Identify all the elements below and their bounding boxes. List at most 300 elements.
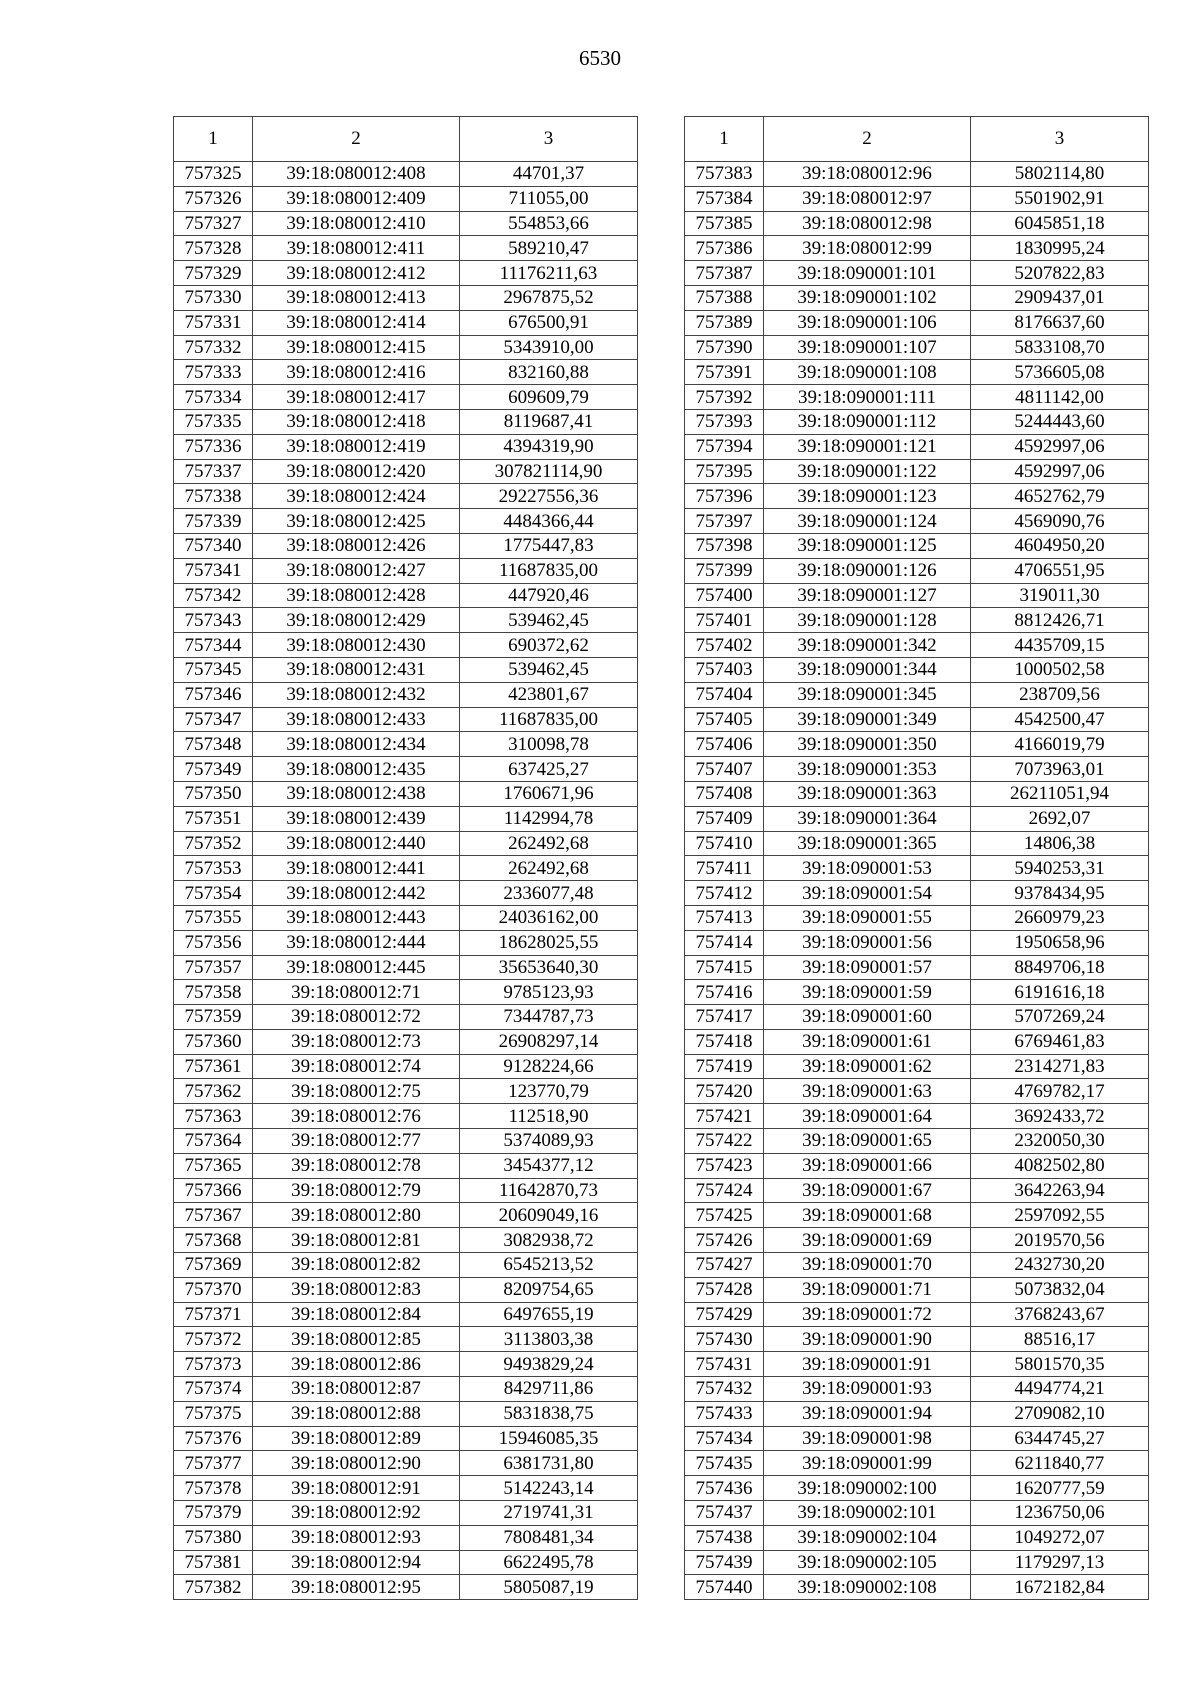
value-cell: 9128224,66 <box>460 1054 638 1079</box>
value-cell: 18628025,55 <box>460 930 638 955</box>
table-row <box>685 707 1149 732</box>
value-cell: 539462,45 <box>460 608 638 633</box>
value-cell: 262492,68 <box>460 856 638 881</box>
value-cell: 8849706,18 <box>971 955 1149 980</box>
value-cell: 3692433,72 <box>971 1104 1149 1129</box>
row-number-cell: 757372 <box>174 1327 253 1352</box>
row-number-cell: 757402 <box>685 633 764 658</box>
table-row <box>174 186 638 211</box>
row-number-cell: 757386 <box>685 236 764 261</box>
cadastral-number-cell: 39:18:080012:435 <box>253 757 460 782</box>
value-cell: 88516,17 <box>971 1327 1149 1352</box>
table-row <box>174 236 638 261</box>
table-row <box>685 1253 1149 1278</box>
table-row <box>174 459 638 484</box>
cadastral-number-cell: 39:18:090001:94 <box>764 1401 971 1426</box>
table-row <box>685 484 1149 509</box>
cadastral-number-cell: 39:18:090001:102 <box>764 285 971 310</box>
value-cell: 832160,88 <box>460 360 638 385</box>
cadastral-number-cell: 39:18:080012:439 <box>253 806 460 831</box>
table-row <box>685 385 1149 410</box>
row-number-cell: 757384 <box>685 186 764 211</box>
table-row <box>685 1079 1149 1104</box>
value-cell: 690372,62 <box>460 633 638 658</box>
value-cell: 310098,78 <box>460 732 638 757</box>
column-header: 2 <box>253 117 460 162</box>
value-cell: 5142243,14 <box>460 1476 638 1501</box>
row-number-cell: 757433 <box>685 1401 764 1426</box>
cadastral-number-cell: 39:18:090001:350 <box>764 732 971 757</box>
cadastral-number-cell: 39:18:090001:62 <box>764 1054 971 1079</box>
cadastral-number-cell: 39:18:090001:72 <box>764 1302 971 1327</box>
table-row <box>685 1575 1149 1600</box>
row-number-cell: 757436 <box>685 1476 764 1501</box>
cadastral-number-cell: 39:18:090001:125 <box>764 533 971 558</box>
cadastral-number-cell: 39:18:080012:87 <box>253 1377 460 1402</box>
table-row <box>685 806 1149 831</box>
table-row <box>174 360 638 385</box>
value-cell: 5207822,83 <box>971 261 1149 286</box>
value-cell: 676500,91 <box>460 310 638 335</box>
cadastral-number-cell: 39:18:090001:107 <box>764 335 971 360</box>
row-number-cell: 757362 <box>174 1079 253 1104</box>
table-row <box>174 608 638 633</box>
value-cell: 5501902,91 <box>971 186 1149 211</box>
row-number-cell: 757357 <box>174 955 253 980</box>
value-cell: 5374089,93 <box>460 1129 638 1154</box>
table-row <box>174 831 638 856</box>
cadastral-number-cell: 39:18:090001:91 <box>764 1352 971 1377</box>
value-cell: 262492,68 <box>460 831 638 856</box>
row-number-cell: 757383 <box>685 162 764 187</box>
table-row <box>685 583 1149 608</box>
value-cell: 4569090,76 <box>971 509 1149 534</box>
cadastral-number-cell: 39:18:090001:55 <box>764 905 971 930</box>
cadastral-number-cell: 39:18:080012:75 <box>253 1079 460 1104</box>
table-row <box>174 1054 638 1079</box>
cadastral-number-cell: 39:18:090001:365 <box>764 831 971 856</box>
table-row <box>685 732 1149 757</box>
value-cell: 9785123,93 <box>460 980 638 1005</box>
row-number-cell: 757420 <box>685 1079 764 1104</box>
row-number-cell: 757377 <box>174 1451 253 1476</box>
value-cell: 6622495,78 <box>460 1550 638 1575</box>
row-number-cell: 757342 <box>174 583 253 608</box>
cadastral-number-cell: 39:18:090002:101 <box>764 1501 971 1526</box>
row-number-cell: 757439 <box>685 1550 764 1575</box>
value-cell: 4082502,80 <box>971 1153 1149 1178</box>
cadastral-number-cell: 39:18:080012:418 <box>253 409 460 434</box>
row-number-cell: 757336 <box>174 434 253 459</box>
value-cell: 4166019,79 <box>971 732 1149 757</box>
row-number-cell: 757330 <box>174 285 253 310</box>
table-header-row <box>685 117 1149 162</box>
value-cell: 8429711,86 <box>460 1377 638 1402</box>
row-number-cell: 757391 <box>685 360 764 385</box>
value-cell: 5805087,19 <box>460 1575 638 1600</box>
column-header: 1 <box>174 117 253 162</box>
value-cell: 11687835,00 <box>460 707 638 732</box>
table-row <box>685 236 1149 261</box>
cadastral-number-cell: 39:18:080012:426 <box>253 533 460 558</box>
table-row <box>174 856 638 881</box>
value-cell: 6545213,52 <box>460 1253 638 1278</box>
row-number-cell: 757419 <box>685 1054 764 1079</box>
value-cell: 4604950,20 <box>971 533 1149 558</box>
table-row <box>174 732 638 757</box>
row-number-cell: 757353 <box>174 856 253 881</box>
column-header: 2 <box>764 117 971 162</box>
table-row <box>174 633 638 658</box>
row-number-cell: 757390 <box>685 335 764 360</box>
row-number-cell: 757400 <box>685 583 764 608</box>
table-row <box>685 310 1149 335</box>
table-row <box>685 1426 1149 1451</box>
value-cell: 4706551,95 <box>971 558 1149 583</box>
row-number-cell: 757425 <box>685 1203 764 1228</box>
table-row <box>685 1525 1149 1550</box>
cadastral-number-cell: 39:18:080012:76 <box>253 1104 460 1129</box>
table-row <box>685 682 1149 707</box>
cadastral-number-cell: 39:18:080012:89 <box>253 1426 460 1451</box>
cadastral-number-cell: 39:18:090001:128 <box>764 608 971 633</box>
value-cell: 2967875,52 <box>460 285 638 310</box>
row-number-cell: 757361 <box>174 1054 253 1079</box>
table-row <box>685 1203 1149 1228</box>
table-row <box>174 1550 638 1575</box>
row-number-cell: 757356 <box>174 930 253 955</box>
table-row <box>685 409 1149 434</box>
value-cell: 26908297,14 <box>460 1029 638 1054</box>
row-number-cell: 757398 <box>685 533 764 558</box>
cadastral-number-cell: 39:18:090001:106 <box>764 310 971 335</box>
table-row <box>174 757 638 782</box>
row-number-cell: 757328 <box>174 236 253 261</box>
value-cell: 2314271,83 <box>971 1054 1149 1079</box>
row-number-cell: 757351 <box>174 806 253 831</box>
row-number-cell: 757385 <box>685 211 764 236</box>
cadastral-number-cell: 39:18:080012:442 <box>253 881 460 906</box>
row-number-cell: 757346 <box>174 682 253 707</box>
cadastral-number-cell: 39:18:080012:424 <box>253 484 460 509</box>
column-header: 3 <box>460 117 638 162</box>
cadastral-number-cell: 39:18:080012:445 <box>253 955 460 980</box>
table-row <box>174 261 638 286</box>
row-number-cell: 757332 <box>174 335 253 360</box>
cadastral-number-cell: 39:18:090001:121 <box>764 434 971 459</box>
row-number-cell: 757440 <box>685 1575 764 1600</box>
cadastral-number-cell: 39:18:080012:434 <box>253 732 460 757</box>
value-cell: 2709082,10 <box>971 1401 1149 1426</box>
table-row <box>685 1153 1149 1178</box>
table-row <box>174 211 638 236</box>
row-number-cell: 757359 <box>174 1005 253 1030</box>
table-row <box>685 1327 1149 1352</box>
table-row <box>685 434 1149 459</box>
value-cell: 4811142,00 <box>971 385 1149 410</box>
table-row <box>685 930 1149 955</box>
cadastral-number-cell: 39:18:080012:443 <box>253 905 460 930</box>
row-number-cell: 757371 <box>174 1302 253 1327</box>
cadastral-number-cell: 39:18:080012:79 <box>253 1178 460 1203</box>
value-cell: 2019570,56 <box>971 1228 1149 1253</box>
table-row <box>174 1575 638 1600</box>
row-number-cell: 757365 <box>174 1153 253 1178</box>
value-cell: 5801570,35 <box>971 1352 1149 1377</box>
row-number-cell: 757396 <box>685 484 764 509</box>
row-number-cell: 757333 <box>174 360 253 385</box>
row-number-cell: 757429 <box>685 1302 764 1327</box>
row-number-cell: 757411 <box>685 856 764 881</box>
row-number-cell: 757435 <box>685 1451 764 1476</box>
row-number-cell: 757326 <box>174 186 253 211</box>
table-row <box>685 1401 1149 1426</box>
value-cell: 4542500,47 <box>971 707 1149 732</box>
cadastral-number-cell: 39:18:090001:363 <box>764 781 971 806</box>
value-cell: 307821114,90 <box>460 459 638 484</box>
cadastral-number-cell: 39:18:090001:66 <box>764 1153 971 1178</box>
row-number-cell: 757360 <box>174 1029 253 1054</box>
value-cell: 11687835,00 <box>460 558 638 583</box>
cadastral-number-cell: 39:18:080012:431 <box>253 657 460 682</box>
row-number-cell: 757350 <box>174 781 253 806</box>
value-cell: 11176211,63 <box>460 261 638 286</box>
cadastral-number-cell: 39:18:090001:60 <box>764 1005 971 1030</box>
cadastral-number-cell: 39:18:080012:425 <box>253 509 460 534</box>
row-number-cell: 757349 <box>174 757 253 782</box>
cadastral-number-cell: 39:18:080012:83 <box>253 1277 460 1302</box>
value-cell: 112518,90 <box>460 1104 638 1129</box>
cadastral-number-cell: 39:18:080012:416 <box>253 360 460 385</box>
cadastral-number-cell: 39:18:080012:93 <box>253 1525 460 1550</box>
value-cell: 7073963,01 <box>971 757 1149 782</box>
cadastral-number-cell: 39:18:080012:80 <box>253 1203 460 1228</box>
table-row <box>685 1005 1149 1030</box>
cadastral-number-cell: 39:18:090001:64 <box>764 1104 971 1129</box>
row-number-cell: 757369 <box>174 1253 253 1278</box>
table-row <box>174 335 638 360</box>
row-number-cell: 757421 <box>685 1104 764 1129</box>
value-cell: 319011,30 <box>971 583 1149 608</box>
table-row <box>174 1203 638 1228</box>
row-number-cell: 757431 <box>685 1352 764 1377</box>
value-cell: 24036162,00 <box>460 905 638 930</box>
value-cell: 4592997,06 <box>971 459 1149 484</box>
value-cell: 2597092,55 <box>971 1203 1149 1228</box>
row-number-cell: 757363 <box>174 1104 253 1129</box>
cadastral-number-cell: 39:18:080012:98 <box>764 211 971 236</box>
table-row <box>685 1352 1149 1377</box>
cadastral-number-cell: 39:18:080012:415 <box>253 335 460 360</box>
value-cell: 8119687,41 <box>460 409 638 434</box>
value-cell: 589210,47 <box>460 236 638 261</box>
value-cell: 238709,56 <box>971 682 1149 707</box>
value-cell: 3768243,67 <box>971 1302 1149 1327</box>
value-cell: 5833108,70 <box>971 335 1149 360</box>
table-row <box>174 955 638 980</box>
cadastral-number-cell: 39:18:080012:78 <box>253 1153 460 1178</box>
value-cell: 2660979,23 <box>971 905 1149 930</box>
table-row <box>174 1029 638 1054</box>
value-cell: 123770,79 <box>460 1079 638 1104</box>
table-row <box>685 186 1149 211</box>
cadastral-number-cell: 39:18:080012:90 <box>253 1451 460 1476</box>
value-cell: 6497655,19 <box>460 1302 638 1327</box>
cadastral-number-cell: 39:18:080012:410 <box>253 211 460 236</box>
cadastral-number-cell: 39:18:090001:57 <box>764 955 971 980</box>
table-row <box>174 980 638 1005</box>
value-cell: 1620777,59 <box>971 1476 1149 1501</box>
cadastral-number-cell: 39:18:080012:408 <box>253 162 460 187</box>
value-cell: 11642870,73 <box>460 1178 638 1203</box>
table-row <box>174 385 638 410</box>
row-number-cell: 757432 <box>685 1377 764 1402</box>
cadastral-number-cell: 39:18:090001:108 <box>764 360 971 385</box>
row-number-cell: 757389 <box>685 310 764 335</box>
table-row <box>685 1277 1149 1302</box>
table-row <box>174 1377 638 1402</box>
row-number-cell: 757407 <box>685 757 764 782</box>
row-number-cell: 757370 <box>174 1277 253 1302</box>
value-cell: 2909437,01 <box>971 285 1149 310</box>
cadastral-number-cell: 39:18:080012:428 <box>253 583 460 608</box>
cadastral-number-cell: 39:18:080012:92 <box>253 1501 460 1526</box>
cadastral-number-cell: 39:18:080012:430 <box>253 633 460 658</box>
table-row <box>685 558 1149 583</box>
cadastral-number-cell: 39:18:090002:108 <box>764 1575 971 1600</box>
row-number-cell: 757438 <box>685 1525 764 1550</box>
row-number-cell: 757325 <box>174 162 253 187</box>
cadastral-number-cell: 39:18:090001:56 <box>764 930 971 955</box>
row-number-cell: 757347 <box>174 707 253 732</box>
value-cell: 5831838,75 <box>460 1401 638 1426</box>
table-row <box>174 881 638 906</box>
row-number-cell: 757338 <box>174 484 253 509</box>
table-row <box>685 831 1149 856</box>
table-row <box>685 1029 1149 1054</box>
table-row <box>174 1005 638 1030</box>
cadastral-number-cell: 39:18:080012:419 <box>253 434 460 459</box>
table-row <box>685 533 1149 558</box>
cadastral-number-cell: 39:18:090002:104 <box>764 1525 971 1550</box>
row-number-cell: 757414 <box>685 930 764 955</box>
page-number: 6530 <box>579 46 621 70</box>
value-cell: 447920,46 <box>460 583 638 608</box>
value-cell: 6045851,18 <box>971 211 1149 236</box>
cadastral-number-cell: 39:18:080012:440 <box>253 831 460 856</box>
table-row <box>685 360 1149 385</box>
cadastral-number-cell: 39:18:090001:123 <box>764 484 971 509</box>
value-cell: 6344745,27 <box>971 1426 1149 1451</box>
cadastral-number-cell: 39:18:090001:101 <box>764 261 971 286</box>
row-number-cell: 757412 <box>685 881 764 906</box>
table-row <box>685 980 1149 1005</box>
table-row <box>174 1327 638 1352</box>
value-cell: 1775447,83 <box>460 533 638 558</box>
cadastral-number-cell: 39:18:090001:126 <box>764 558 971 583</box>
value-cell: 1179297,13 <box>971 1550 1149 1575</box>
table-header-row <box>174 117 638 162</box>
table-row <box>174 781 638 806</box>
table-row <box>174 657 638 682</box>
table-row <box>174 409 638 434</box>
table-row <box>174 707 638 732</box>
value-cell: 8812426,71 <box>971 608 1149 633</box>
cadastral-number-cell: 39:18:090001:342 <box>764 633 971 658</box>
cadastral-number-cell: 39:18:090001:349 <box>764 707 971 732</box>
value-cell: 1830995,24 <box>971 236 1149 261</box>
cadastral-number-cell: 39:18:090001:70 <box>764 1253 971 1278</box>
value-cell: 1000502,58 <box>971 657 1149 682</box>
value-cell: 15946085,35 <box>460 1426 638 1451</box>
value-cell: 1950658,96 <box>971 930 1149 955</box>
value-cell: 14806,38 <box>971 831 1149 856</box>
row-number-cell: 757329 <box>174 261 253 286</box>
table-row <box>174 1426 638 1451</box>
row-number-cell: 757397 <box>685 509 764 534</box>
value-cell: 4394319,90 <box>460 434 638 459</box>
row-number-cell: 757406 <box>685 732 764 757</box>
cadastral-number-cell: 39:18:090001:69 <box>764 1228 971 1253</box>
table-row <box>174 1451 638 1476</box>
value-cell: 3454377,12 <box>460 1153 638 1178</box>
cadastral-number-cell: 39:18:080012:414 <box>253 310 460 335</box>
value-cell: 8209754,65 <box>460 1277 638 1302</box>
cadastral-number-cell: 39:18:090001:112 <box>764 409 971 434</box>
cadastral-number-cell: 39:18:080012:96 <box>764 162 971 187</box>
value-cell: 539462,45 <box>460 657 638 682</box>
value-cell: 29227556,36 <box>460 484 638 509</box>
cadastral-number-cell: 39:18:090001:99 <box>764 1451 971 1476</box>
value-cell: 1142994,78 <box>460 806 638 831</box>
cadastral-number-cell: 39:18:080012:441 <box>253 856 460 881</box>
value-cell: 7344787,73 <box>460 1005 638 1030</box>
cadastral-number-cell: 39:18:080012:432 <box>253 682 460 707</box>
cadastral-number-cell: 39:18:090001:65 <box>764 1129 971 1154</box>
cadastral-number-cell: 39:18:090001:111 <box>764 385 971 410</box>
table-row <box>174 1228 638 1253</box>
table-row <box>685 1228 1149 1253</box>
table-row <box>685 955 1149 980</box>
table-row <box>174 1302 638 1327</box>
value-cell: 9493829,24 <box>460 1352 638 1377</box>
cadastral-number-cell: 39:18:090001:353 <box>764 757 971 782</box>
value-cell: 5244443,60 <box>971 409 1149 434</box>
value-cell: 423801,67 <box>460 682 638 707</box>
cadastral-number-cell: 39:18:080012:412 <box>253 261 460 286</box>
row-number-cell: 757354 <box>174 881 253 906</box>
row-number-cell: 757403 <box>685 657 764 682</box>
value-cell: 4435709,15 <box>971 633 1149 658</box>
cadastral-number-cell: 39:18:090001:364 <box>764 806 971 831</box>
table-row <box>685 335 1149 360</box>
table-row <box>685 1476 1149 1501</box>
cadastral-number-cell: 39:18:090001:93 <box>764 1377 971 1402</box>
table-row <box>174 310 638 335</box>
cadastral-number-cell: 39:18:090001:90 <box>764 1327 971 1352</box>
cadastral-number-cell: 39:18:090001:59 <box>764 980 971 1005</box>
cadastral-number-cell: 39:18:080012:411 <box>253 236 460 261</box>
table-row <box>174 1253 638 1278</box>
table-row <box>685 1129 1149 1154</box>
value-cell: 4769782,17 <box>971 1079 1149 1104</box>
cadastral-number-cell: 39:18:080012:85 <box>253 1327 460 1352</box>
value-cell: 6381731,80 <box>460 1451 638 1476</box>
table-row <box>685 1501 1149 1526</box>
row-number-cell: 757341 <box>174 558 253 583</box>
value-cell: 637425,27 <box>460 757 638 782</box>
cadastral-number-cell: 39:18:080012:94 <box>253 1550 460 1575</box>
